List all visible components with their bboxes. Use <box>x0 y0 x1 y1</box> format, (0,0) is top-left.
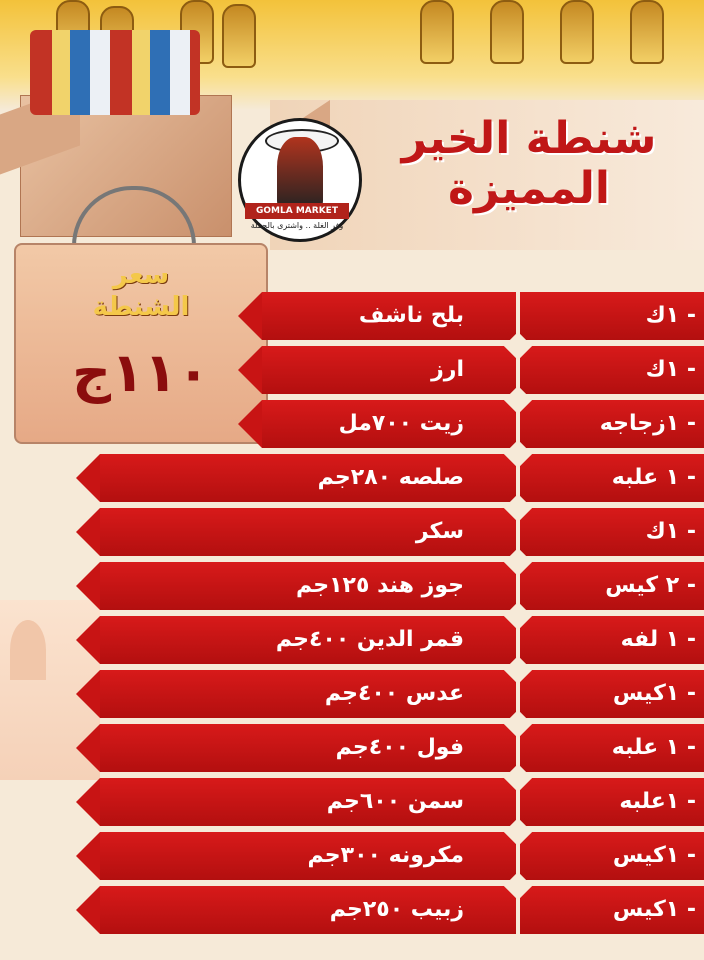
item-quantity: - ١كيس <box>612 843 696 868</box>
item-name: زيت ٧٠٠مل <box>338 411 464 436</box>
item-quantity: - ١ لفه <box>620 627 696 652</box>
item-name: عدس ٤٠٠جم <box>324 681 464 706</box>
list-item <box>0 886 704 934</box>
item-name: سمن ٦٠٠جم <box>326 789 464 814</box>
item-quantity: - ١زجاجه <box>599 411 696 436</box>
list-item <box>0 724 704 772</box>
item-name: مكرونه ٣٠٠جم <box>307 843 464 868</box>
item-name: جوز هند ١٢٥جم <box>296 573 464 598</box>
lantern-icon <box>420 0 454 64</box>
list-item <box>0 400 704 448</box>
logo-tagline: وفر الغلة .. واشترى بالجملة <box>250 221 344 230</box>
price-label-line-1: سعر <box>112 260 170 290</box>
price-label-line-2: الشنطة <box>92 292 190 322</box>
item-name: سكر <box>415 519 464 544</box>
item-name: بلح ناشف <box>358 303 464 328</box>
item-name: زبيب ٢٥٠جم <box>329 897 464 922</box>
lantern-icon <box>222 4 256 68</box>
list-item <box>0 562 704 610</box>
item-quantity: - ٢ كيس <box>605 573 696 598</box>
list-item <box>0 616 704 664</box>
item-name: صلصه ٢٨٠جم <box>317 465 464 490</box>
logo-name: GOMLA MARKET <box>245 203 349 219</box>
list-item <box>0 778 704 826</box>
item-quantity: - ١علبه <box>619 789 696 814</box>
item-quantity: - ١كيس <box>612 897 696 922</box>
list-item <box>0 508 704 556</box>
list-item <box>0 292 704 340</box>
grocery-products <box>30 30 200 115</box>
lantern-icon <box>490 0 524 64</box>
page-title <box>394 114 664 214</box>
item-name: ارز <box>431 357 464 382</box>
item-quantity: - ١كيس <box>612 681 696 706</box>
lantern-icon <box>560 0 594 64</box>
item-name: فول ٤٠٠جم <box>335 735 464 760</box>
brand-logo <box>238 118 362 242</box>
item-quantity: - ١ك <box>645 519 696 544</box>
list-item <box>0 454 704 502</box>
price-value: ١١٠ج <box>72 341 210 404</box>
logo-merchant-icon <box>277 137 323 211</box>
list-item <box>0 832 704 880</box>
item-quantity: - ١ك <box>645 357 696 382</box>
item-name: قمر الدين ٤٠٠جم <box>275 627 464 652</box>
list-item <box>0 670 704 718</box>
item-quantity: - ١ك <box>645 303 696 328</box>
item-quantity: - ١ علبه <box>611 735 696 760</box>
list-item <box>0 346 704 394</box>
title-line-2: المميزة <box>448 163 610 214</box>
title-line-1: شنطة الخير <box>401 113 657 164</box>
item-quantity: - ١ علبه <box>611 465 696 490</box>
lantern-icon <box>630 0 664 64</box>
